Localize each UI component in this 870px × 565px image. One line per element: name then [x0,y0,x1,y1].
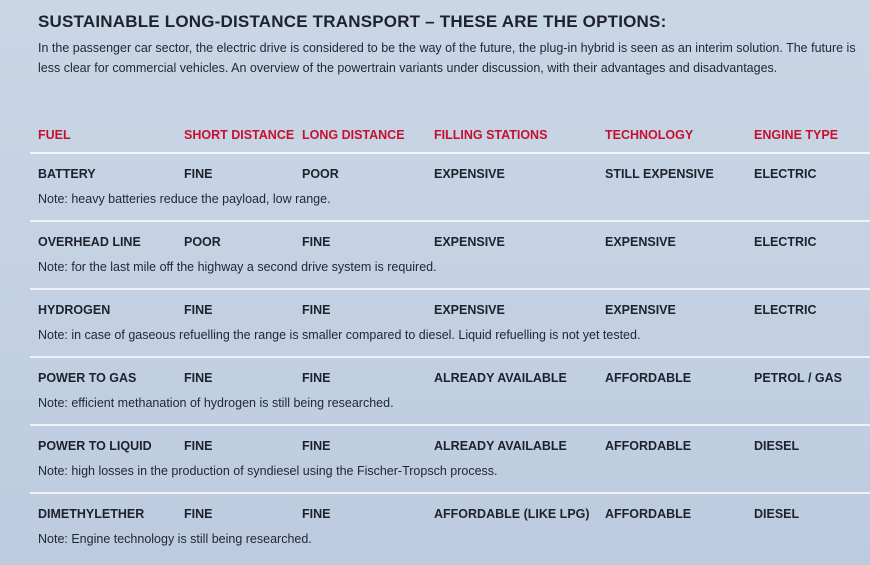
note-row [30,528,870,560]
short-distance-cell: FINE [184,371,213,385]
short-distance-cell: FINE [184,507,213,521]
long-distance-cell: FINE [302,507,331,521]
filling-stations-cell: ALREADY AVAILABLE [434,439,567,453]
long-distance-cell: FINE [302,439,331,453]
note-row [30,188,870,221]
column-header-engine-type: ENGINE TYPE [754,118,870,153]
engine-type-cell: ELECTRIC [754,167,817,181]
column-header-short-distance: SHORT DISTANCE [184,118,302,153]
options-table [30,118,870,560]
engine-type-cell: PETROL / GAS [754,371,842,385]
column-header-long-distance: LONG DISTANCE [302,118,434,153]
note-row [30,324,870,357]
filling-stations-cell: ALREADY AVAILABLE [434,371,567,385]
header [38,12,858,78]
technology-cell: EXPENSIVE [605,235,676,249]
table-body [30,153,870,560]
table-row [30,425,870,460]
note-text: Note: heavy batteries reduce the payload, low range. [30,188,870,221]
long-distance-cell: FINE [302,235,331,249]
note-row [30,256,870,289]
note-row [30,392,870,425]
filling-stations-cell: EXPENSIVE [434,167,505,181]
table-row [30,221,870,256]
table-row [30,153,870,188]
intro-text: In the passenger car sector, the electric drive is considered to be the way of the future, the plug-in hybrid is seen as an interim solution. The future is less clear for commercial vehicles. An overview of the powertrain variants under discussion, with their advantages and disadvantages. [38,41,856,75]
note-text: Note: for the last mile off the highway a second drive system is required. [30,256,870,289]
short-distance-cell: FINE [184,167,213,181]
technology-cell: AFFORDABLE [605,371,692,385]
engine-type-cell: DIESEL [754,439,800,453]
column-header-fuel: FUEL [30,118,184,153]
technology-cell: EXPENSIVE [605,303,676,317]
long-distance-cell: FINE [302,371,331,385]
engine-type-cell: ELECTRIC [754,235,817,249]
short-distance-cell: FINE [184,439,213,453]
table-header-row [30,118,870,153]
short-distance-cell: FINE [184,303,213,317]
long-distance-cell: POOR [302,167,339,181]
short-distance-cell: POOR [184,235,221,249]
table-row [30,493,870,528]
engine-type-cell: ELECTRIC [754,303,817,317]
fuel-cell: OVERHEAD LINE [38,235,141,249]
note-text: Note: efficient methanation of hydrogen is still being researched. [30,392,870,425]
filling-stations-cell: EXPENSIVE [434,303,505,317]
filling-stations-cell: AFFORDABLE (LIKE LPG) [434,507,590,521]
column-header-technology: TECHNOLOGY [605,118,754,153]
table-row [30,357,870,392]
long-distance-cell: FINE [302,303,331,317]
page-title: SUSTAINABLE LONG-DISTANCE TRANSPORT – THESE ARE THE OPTIONS: [38,12,667,31]
fuel-cell: POWER TO GAS [38,371,137,385]
technology-cell: AFFORDABLE [605,507,692,521]
filling-stations-cell: EXPENSIVE [434,235,505,249]
fuel-cell: BATTERY [38,167,96,181]
note-text: Note: high losses in the production of syndiesel using the Fischer-Tropsch process. [30,460,870,493]
note-text: Note: in case of gaseous refuelling the range is smaller compared to diesel. Liquid refuelling is not yet tested. [30,324,870,357]
engine-type-cell: DIESEL [754,507,800,521]
fuel-cell: DIMETHYLETHER [38,507,145,521]
fuel-cell: POWER TO LIQUID [38,439,152,453]
column-header-filling-stations: FILLING STATIONS [434,118,605,153]
note-text: Note: Engine technology is still being researched. [38,532,312,546]
technology-cell: AFFORDABLE [605,439,692,453]
table-row [30,289,870,324]
technology-cell: STILL EXPENSIVE [605,167,714,181]
fuel-cell: HYDROGEN [38,303,111,317]
note-row [30,460,870,493]
